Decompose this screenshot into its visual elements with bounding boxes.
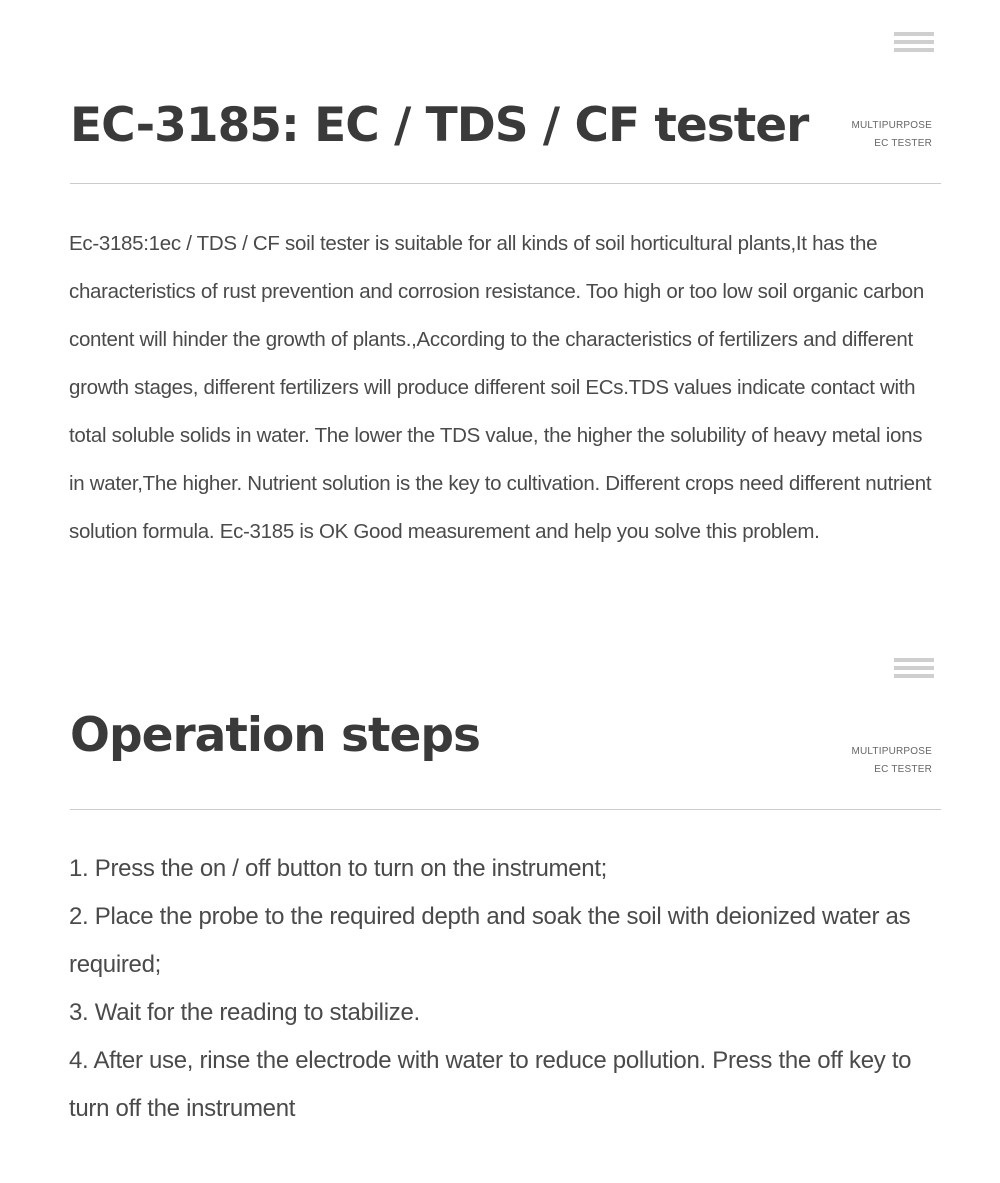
description-paragraph: Ec-3185:1ec / TDS / CF soil tester is suitable for all kinds of soil horticultural plants,It has the characteristics of rust prevention and corrosion resistance. Too high or too low soil organic carbon content will hinder the growth of plants.,According to the characteristics of fertilizers and different growth stages, different fertilizers will produce different soil ECs.TDS values indicate contact with total soluble solids in water. The lower the TDS value, the higher the solubility of heavy metal ions in water,The higher. Nutrient solution is the key to cultivation. Different crops need different nutrient solution formula. Ec-3185 is OK Good measurement and help you solve this problem. <box>69 232 932 543</box>
steps-list <box>69 845 944 1133</box>
step-item: 1. Press the on / off button to turn on the instrument; <box>69 855 608 882</box>
section-tag <box>851 743 932 779</box>
section-tag <box>851 117 932 153</box>
tag-line: EC TESTER <box>874 764 932 775</box>
section-title: Operation steps <box>70 708 480 763</box>
step-item: 4. After use, rinse the electrode with water to reduce pollution. Press the off key to turn off the instrument <box>69 1047 912 1122</box>
tag-line: MULTIPURPOSE <box>851 746 932 757</box>
tag-line: MULTIPURPOSE <box>851 120 932 131</box>
step-item: 2. Place the probe to the required depth and soak the soil with deionized water as required; <box>69 903 911 978</box>
divider <box>70 809 941 810</box>
divider <box>70 183 941 184</box>
step-item: 3. Wait for the reading to stabilize. <box>69 999 420 1026</box>
section-title: EC-3185: EC / TDS / CF tester <box>70 98 809 153</box>
menu-icon[interactable] <box>894 32 934 58</box>
tag-line: EC TESTER <box>874 138 932 149</box>
menu-icon[interactable] <box>894 658 934 684</box>
